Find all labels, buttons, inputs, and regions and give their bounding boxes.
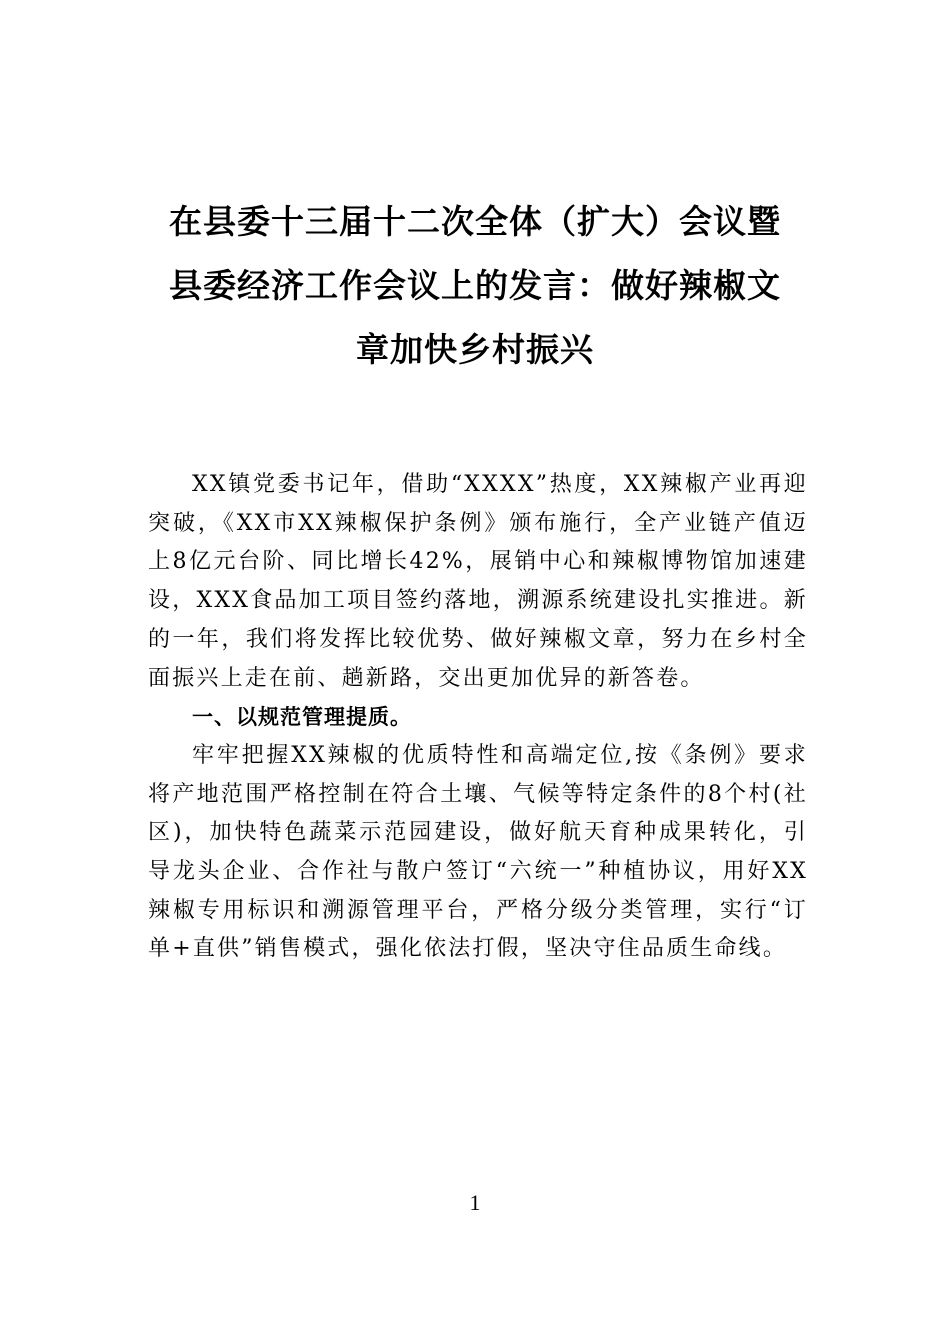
section-heading: 一、以规范管理提质。 <box>192 705 412 730</box>
body-paragraph-section-1: 牢牢把握XX辣椒的优质特性和高端定位,按《条例》要求将产地范围严格控制在符合土壤、气候等特定条件的8个村(社区)，加快特色蔬菜示范园建设，做好航天育种成果转化，引导龙头企业、合作社与散户签订“六统一”种植协议，用好XX辣椒专用标识和溯源管理平台，严格分级分类管理，实行“订单+直供”销售模式，强化依法打假，坚决守住品质生命线。 <box>148 742 808 962</box>
title-line: 章加快乡村振兴 <box>356 330 594 369</box>
document-body <box>148 466 808 969</box>
title-line: 在县委十三届十二次全体（扩大）会议暨 <box>169 202 781 241</box>
document-title <box>150 190 800 382</box>
title-line: 县委经济工作会议上的发言：做好辣椒文 <box>169 266 781 305</box>
body-paragraph-intro: XX镇党委书记年，借助“XXXX”热度，XX辣椒产业再迎突破，《XX市XX辣椒保护条例》颁布施行，全产业链产值迈上8亿元台阶、同比增长42%，展销中心和辣椒博物馆加速建设，XXX食品加工项目签约落地，溯源系统建设扎实推进。新的一年，我们将发挥比较优势、做好辣椒文章，努力在乡村全面振兴上走在前、趟新路，交出更加优异的新答卷。 <box>148 472 808 691</box>
page-number: 1 <box>469 1190 481 1215</box>
